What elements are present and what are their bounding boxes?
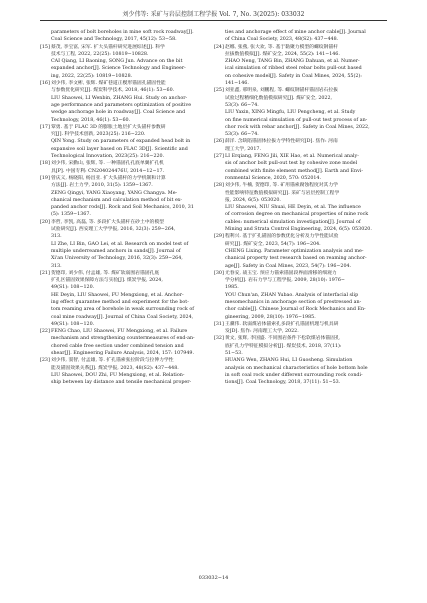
reference-text-line: ronmental Science, 2020, 570: 052014. xyxy=(225,175,321,181)
reference-number: [29] xyxy=(214,234,224,240)
reference-number: [28] xyxy=(214,183,224,189)
reference-text-line: ZENG Qingyi, YANG Xiaoyang, YANG Changya. Me- xyxy=(51,190,178,196)
reference-text-line: 53(3): 66−74. xyxy=(225,132,259,138)
reference-entry xyxy=(40,357,213,386)
references-left-column xyxy=(40,29,213,387)
reference-entry xyxy=(214,138,387,153)
reference-text-line: chor rock with rebar anchor[J]. Safety in Coal Mines, 2022, xyxy=(225,124,370,130)
reference-text-line: 试验过程精细化数值模拟研究[J]. 煤矿安全, 2022, xyxy=(225,95,333,101)
reference-entry xyxy=(40,219,213,270)
reference-entry xyxy=(40,44,213,80)
reference-text-line: 313. xyxy=(51,263,62,269)
reference-text-line: 141−146. xyxy=(225,81,249,87)
reference-entry xyxy=(214,153,387,182)
reference-text-line: FENG Chao, LIU Shaowei, FU Mengxiong, et al. Failure xyxy=(51,329,188,335)
reference-entry xyxy=(214,270,387,321)
reference-text-line: LI Erqiang, FENG Jili, XIE Hao, et al. Numerical analy- xyxy=(225,154,359,160)
reference-entry xyxy=(214,233,387,269)
reference-text-line: wedge anchorage hole in roadway[J]. Coal Science and xyxy=(51,110,186,116)
header-rule xyxy=(40,20,387,21)
reference-text-line: 薛洋. 含缺陷锚固体拉拔力学特性研究[D]. 焦作: 河南 xyxy=(225,139,338,145)
reference-entry xyxy=(40,160,213,175)
reference-number: [30] xyxy=(214,270,224,276)
reference-number: [24] xyxy=(214,44,224,50)
reference-number: [20] xyxy=(40,219,50,225)
reference-text-line: 与参数优化研究[J]. 煤炭科学技术, 2018, 46(1): 53−60. xyxy=(51,88,175,94)
reference-entry xyxy=(40,29,213,44)
reference-text-line: Mining and Strata Control Engineering, 2024, 6(5): 053020. xyxy=(225,227,372,233)
reference-text-line: on fine numerical simulation of pull-out test process of an- xyxy=(225,117,368,123)
reference-text-line: 报, 2024, 6(5): 053020. xyxy=(225,197,281,203)
reference-text-line: expansive soil layer based on FLAC 3D[J]. Scientific and xyxy=(51,146,188,152)
reference-text-line: 拉拔数值模拟[J]. 煤矿安全, 2024, 55(2): 141−146. xyxy=(225,51,340,57)
reference-entry xyxy=(214,321,387,336)
reference-text-line: Coal Science and Technology, 2017, 45(12): 53−58. xyxy=(51,37,177,43)
reference-text-line: LIU Yaxin, XING Mingfu, LIU Pengcheng, et al. Study xyxy=(225,110,356,116)
reference-text-line: ing effect guarantee method and experiment for the bot- xyxy=(51,299,189,305)
reference-number: [31] xyxy=(214,321,224,327)
reference-text-line: 技术与工程, 2022, 22(25): 10819−10828. xyxy=(51,51,149,57)
reference-text-line: multiple underreamed anchors in sands[J]. Journal of xyxy=(51,248,181,254)
reference-entry xyxy=(40,80,213,124)
reference-text-line: chanical property test research based on reaming anchor- xyxy=(225,256,367,262)
reference-text-line: 发[D]. 焦作: 河南理工大学, 2022. xyxy=(225,329,299,335)
reference-number: [27] xyxy=(214,154,224,160)
reference-text-line: age performance and parameters optimization of positive xyxy=(51,102,192,108)
reference-entry xyxy=(214,182,387,233)
reference-number: [16] xyxy=(40,81,50,87)
reference-text-line: 李哲, 李凯, 高磊, 等. 多段扩大头锚杆在砂土中的模型 xyxy=(51,219,164,225)
reference-number: [32] xyxy=(214,336,224,342)
reference-text-line: chored cable free section under combined tension and xyxy=(51,343,184,349)
reference-entry xyxy=(40,175,213,219)
reference-text-line: ZHAO Neng, TANG Bin, ZHANG Dahuan, et al. Numer- xyxy=(225,59,360,65)
reference-text-line: 刘少伟, 牛楠, 贺德印, 等. 矿用锚索腐蚀程度对其力学 xyxy=(225,183,338,189)
reference-text-line: age[J]. Safety in Coal Mines, 2023, 54(7): 196−204. xyxy=(225,263,352,269)
reference-text-line: 蔡茂, 李宝富, 宋军. 扩大头锚杆研究进展综述[J]. 科学 xyxy=(51,44,165,50)
reference-text-line: analysis on mechanical characteristics of hole bottom hole xyxy=(225,365,368,371)
reference-number: [25] xyxy=(214,88,224,94)
reference-text-line: 49(S1): 108−120. xyxy=(51,285,95,291)
page-number: 033032−14 xyxy=(198,575,229,581)
reference-text-line: 研究[J]. 煤矿安全, 2023, 54(7): 196−204. xyxy=(225,241,321,247)
reference-text-line: LI Zhe, LI Bin, GAO Lei, et al. Research on model test of xyxy=(51,241,189,247)
reference-text-line: combined with finite element method[J]. Earth and Envi- xyxy=(225,168,363,174)
reference-text-line: chor cable[J]. Chinese Journal of Rock Mechanics and En- xyxy=(225,307,366,313)
reference-text-line: 刘少伟, 李文彬, 张辉. 煤矿巷道正楔形锚固孔锚固性能 xyxy=(51,81,166,87)
reference-text-line: Technological Innovation, 2023(25): 216−220. xyxy=(51,154,165,160)
reference-text-line: LIU Shaowei, LI Wenbin, ZHANG Hui. Study on anchor- xyxy=(51,95,188,101)
reference-entry xyxy=(214,29,387,44)
reference-text-line: LIU Shaowei, DOU Zhi, FU Mengxiong, et al. Relation- xyxy=(51,372,185,378)
reference-text-line: sis of anchor bolt pull-out test by cohesive zone model xyxy=(225,161,358,167)
reference-text-line: 方法[J]. 岩土力学, 2010, 31(5): 1359−1367. xyxy=(51,183,153,189)
reference-number: [21] xyxy=(40,270,50,276)
reference-number: [19] xyxy=(40,175,50,181)
reference-number: [17] xyxy=(40,124,50,130)
reference-text-line: tions[J]. Coal Technology, 2018, 37(11): 51−53. xyxy=(225,380,341,386)
reference-text-line: 能及锚固效果关系[J]. 煤炭学报, 2023, 48(S2): 437−448. xyxy=(51,365,179,371)
reference-text-line: Xi'an University of Technology, 2016, 32(3): 259−264, xyxy=(51,256,183,262)
reference-text-line: 理工大学, 2017. xyxy=(225,146,261,152)
reference-number: [22] xyxy=(40,329,50,335)
reference-text-line: on cohesive model[J]. Safety in Coal Mines, 2024, 55(2): xyxy=(225,73,362,79)
reference-text-line: in soft coal rock under different surrounding rock condi- xyxy=(225,372,363,378)
reference-text-line: 刘少伟, 窦智, 付孟雄, 等. 扩孔锚索张拉阶段与拉伸力学性 xyxy=(51,358,174,364)
reference-text-line: 程利兴. 基于扩孔锚固的参数优化分析及力学性能试验 xyxy=(225,234,339,240)
reference-text-line: cables: numerical simulation investigation[J]. Journal of xyxy=(225,219,361,225)
reference-entry xyxy=(214,44,387,88)
reference-text-line: 性能影响特征数值模拟研究[J]. 采矿与岩层控制工程学 xyxy=(225,190,340,196)
reference-text-line: 黄文, 张辉, 李国盛. 不同围岩条件下松软煤岩体锚固孔 xyxy=(225,336,340,342)
reference-text-line: of China Coal Society, 2023, 48(S2): 437−448. xyxy=(225,37,339,43)
reference-text-line: mechanism and strengthening countermeasures of end-an- xyxy=(51,336,195,342)
reference-text-line: CAI Qiang, LI Baoning, SONG Jun. Advance on the bit xyxy=(51,59,183,65)
reference-entry xyxy=(214,87,387,138)
reference-text-line: 究[J]. 科学技术创新, 2023(25): 216−220. xyxy=(51,132,146,138)
reference-text-line: (5): 1359−1367. xyxy=(51,212,91,218)
reference-text-line: CHENG Lixing. Parameter optimization analysis and me- xyxy=(225,248,364,254)
reference-text-line: QIN Yong. Study on parameters of expanded head bolt in xyxy=(51,139,191,145)
reference-text-line: 学分析[J]. 岩石力学与工程学报, 2009, 28(10): 1976− xyxy=(225,278,345,284)
reference-text-line: LIU Shaowei, NIU Shuai, HE Deyin, et al. The influence xyxy=(225,205,361,211)
reference-text-line: ties and anchorage effect of mine anchor cable[J]. Journal xyxy=(225,30,366,35)
reference-text-line: 1985. xyxy=(225,285,239,291)
reference-text-line: 曾庆义, 杨晓阳, 杨昌亚. 扩大头锚杆的力学机制和计算 xyxy=(51,175,166,181)
reference-text-line: ship between lay distance and tensile mechanical proper- xyxy=(51,380,192,386)
reference-text-line: expanded anchor[J]. Science Technology and Engineer- xyxy=(51,66,186,72)
reference-text-line: panded anchor rods[J]. Rock and Soil Mechanics, 2010, 31 xyxy=(51,205,194,211)
reference-text-line: 53(3): 66−74. xyxy=(225,102,259,108)
reference-text-line: chanical mechanism and calculation method of bit ex- xyxy=(51,197,183,203)
running-head: 刘少伟等: 采矿与岩层控制工程学报 Vol. 7, No. 3(2025): 033032 xyxy=(122,11,305,18)
reference-text-line: 49(S1): 108−120. xyxy=(51,321,95,327)
reference-text-line: 扩孔区锚固效果保障方法与实验[J]. 煤炭学报, 2024, xyxy=(51,278,163,284)
reference-text-line: 覃勇. 基于 FLAC 3D 的膨胀土地层扩大头锚杆参数研 xyxy=(51,124,166,130)
reference-text-line: 尤春安, 战玉宝. 预应力锚索锚固段界面滑移的细观力 xyxy=(225,270,337,276)
reference-text-line: 具[P]. 中国专利: CN204024476U, 2014−12−17. xyxy=(51,168,165,174)
reference-text-line: shear[J]. Engineering Failure Analysis, 2024, 157: 107949. xyxy=(51,351,194,357)
reference-text-line: HUANG Wen, ZHANG Hui, LI Guosheng. Simulation xyxy=(225,358,353,364)
reference-text-line: 51−53. xyxy=(225,351,243,357)
reference-text-line: 赵娜, 张燕, 张大欢, 等. 基于黏聚力模型的螺纹钢锚杆 xyxy=(225,44,338,50)
reference-text-line: parameters of bolt boreholes in mine soft rock roadway[J]. xyxy=(51,30,194,35)
reference-text-line: HE Deyin, LIU Shaowei, FU Mengxiong, et al. Anchor- xyxy=(51,292,184,298)
reference-entry xyxy=(40,270,213,328)
reference-text-line: ical simulation of ribbed steel rebar bolts pull-out based xyxy=(225,66,362,72)
reference-text-line: 试验研究[J]. 西安理工大学学报, 2016, 32(3): 259−264, xyxy=(51,227,176,233)
reference-text-line: ing, 2022, 22(25): 10819−10828. xyxy=(51,73,133,79)
reference-entry xyxy=(214,335,387,386)
reference-number: [23] xyxy=(40,358,50,364)
reference-text-line: YOU Chun'an, ZHAN Yubao. Analysis of interfacial slip xyxy=(225,292,359,298)
reference-number: [15] xyxy=(40,44,50,50)
reference-text-line: coal mine roadway[J]. Journal of China Coal Society, 2024, xyxy=(51,314,194,320)
reference-text-line: gineering, 2009, 28(10): 1976−1985. xyxy=(225,314,316,320)
reference-text-line: Technology, 2018, 46(1): 53−60. xyxy=(51,117,131,123)
reference-entry xyxy=(40,124,213,160)
reference-text-line: 刘亚鑫, 邢明泉, 刘鹏程, 等. 螺纹钢锚杆锚固岩石拉拔 xyxy=(225,88,338,94)
reference-text-line: of corrosion degree on mechanical properties of mine rock xyxy=(225,212,369,218)
reference-text-line: tom reaming area of borehole in weak surrounding rock of xyxy=(51,307,195,313)
reference-text-line: 底扩孔力学特征模拟分析[J]. 煤炭技术, 2018, 37(11): xyxy=(225,343,342,349)
reference-entry xyxy=(40,328,213,357)
reference-number: [26] xyxy=(214,139,224,145)
reference-number: [18] xyxy=(40,161,50,167)
reference-text-line: mesomechanics in anchorage section of prestressed an- xyxy=(225,299,362,305)
references-right-column xyxy=(214,29,387,387)
reference-text-line: 王骥伟. 软弱煤岩体锚索孔多段扩孔锚固机理与机具研 xyxy=(225,321,339,327)
reference-text-line: 贺德印, 刘少伟, 付孟雄, 等. 煤矿软弱围岩锚固孔底 xyxy=(51,270,160,276)
reference-text-line: 313. xyxy=(51,234,62,240)
reference-text-line: 刘少伟, 宋勤山, 张辉, 等. 一种锚固孔孔底单翼扩孔机 xyxy=(51,161,164,167)
